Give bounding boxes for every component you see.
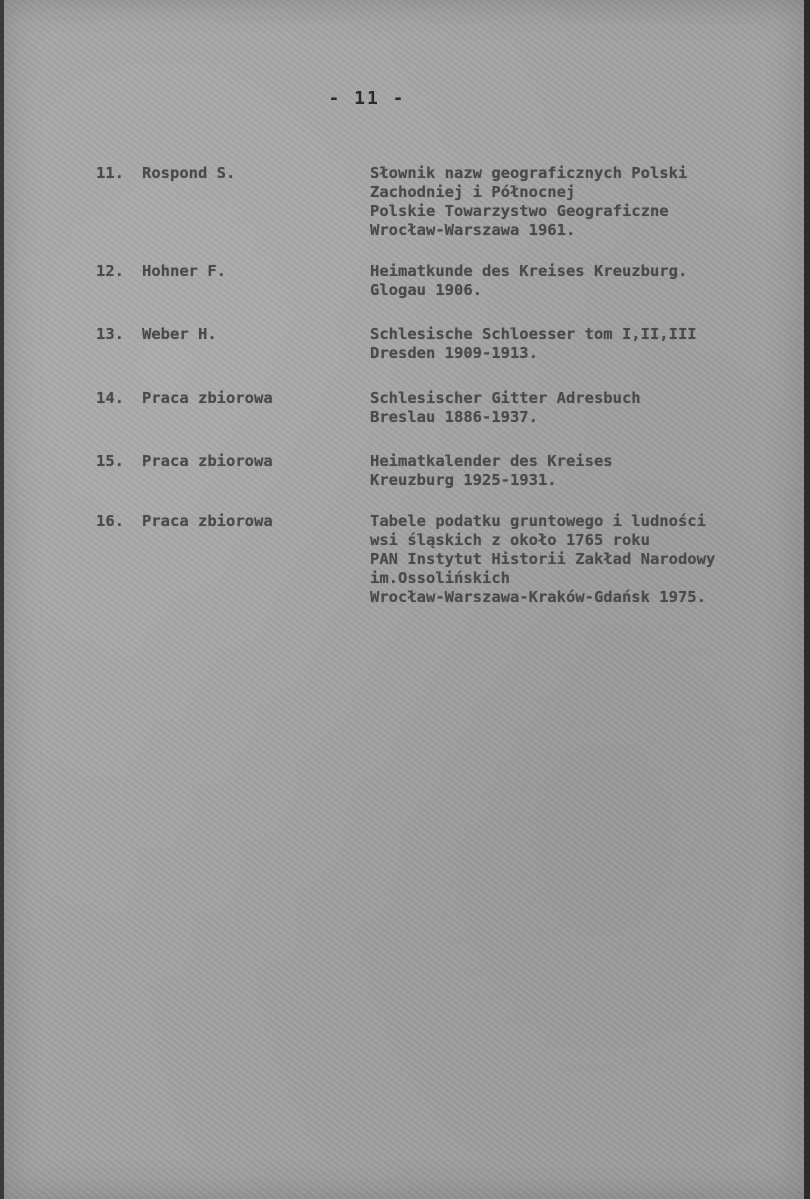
entry-title-line: Polskie Towarzystwo Geograficzne (370, 202, 669, 220)
entry-title (370, 262, 790, 300)
entry-title-line: Schlesischer Gitter Adresbuch (370, 389, 641, 407)
entry-author: Praca zbiorowa (142, 452, 273, 470)
entry-number: 13. (96, 325, 124, 343)
entry-title (370, 325, 790, 363)
entry-title-line: Wrocław-Warszawa 1961. (370, 221, 576, 239)
page-edge-shadow (804, 0, 810, 1199)
entry-number: 15. (96, 452, 124, 470)
entry-title (370, 452, 790, 490)
entry-title-line: PAN Instytut Historii Zakład Narodowy (370, 550, 716, 568)
entry-title-line: im.Ossolińskich (370, 569, 510, 587)
entry-title-line: Dresden 1909-1913. (370, 344, 538, 362)
entry-author: Praca zbiorowa (142, 512, 273, 530)
page-number: - 11 - (328, 88, 406, 109)
entry-title-line: Schlesische Schloesser tom I,II,III (370, 325, 697, 343)
entry-title-line: Glogau 1906. (370, 281, 482, 299)
entry-author: Rospond S. (142, 164, 236, 182)
entry-author: Weber H. (142, 325, 217, 343)
bibliography-list (4, 0, 804, 1199)
entry-author: Praca zbiorowa (142, 389, 273, 407)
document-page (4, 0, 804, 1199)
entry-title-line: Słownik nazw geograficznych Polski (370, 164, 688, 182)
entry-title-line: Zachodniej i Północnej (370, 183, 576, 201)
entry-number: 12. (96, 262, 124, 280)
entry-title (370, 389, 790, 427)
entry-number: 14. (96, 389, 124, 407)
entry-author: Hohner F. (142, 262, 226, 280)
entry-title-line: wsi śląskich z około 1765 roku (370, 531, 650, 549)
entry-title-line: Breslau 1886-1937. (370, 408, 538, 426)
entry-title-line: Wrocław-Warszawa-Kraków-Gdańsk 1975. (370, 588, 706, 606)
entry-title-line: Kreuzburg 1925-1931. (370, 471, 557, 489)
entry-number: 11. (96, 164, 124, 182)
entry-title (370, 512, 790, 607)
entry-number: 16. (96, 512, 124, 530)
entry-title-line: Heimatkunde des Kreises Kreuzburg. (370, 262, 688, 280)
entry-title-line: Tabele podatku gruntowego i ludności (370, 512, 706, 530)
entry-title (370, 164, 790, 240)
entry-title-line: Heimatkalender des Kreises (370, 452, 613, 470)
